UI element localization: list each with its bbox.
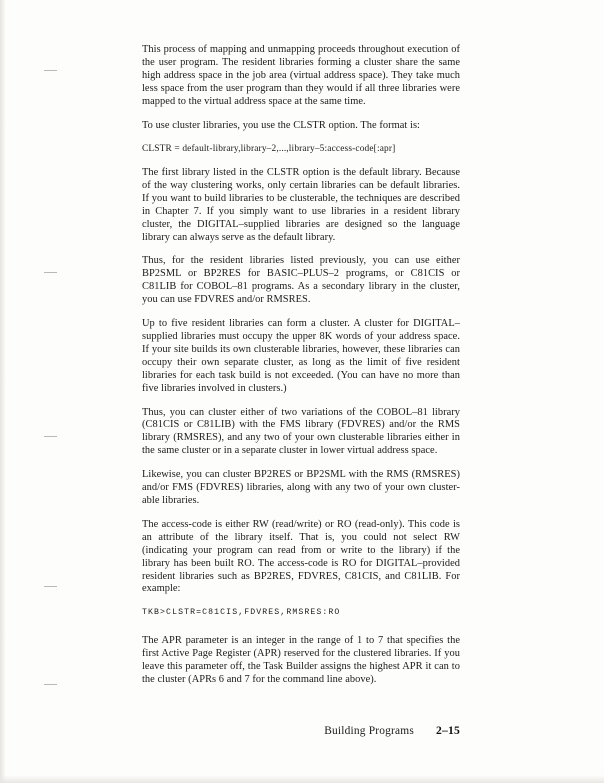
margin-tick (44, 70, 57, 71)
margin-tick-marks (0, 0, 142, 783)
footer-chapter-title: Building Programs (324, 725, 414, 737)
paragraph-4: Thus, for the resident libraries listed previously, you can use either BP2SML or BP2RES for BASIC–PLUS–2 programs, or C81CIS or C81LIB for COBOL–81 programs. As a secondary library in the cluster, you can use FDVRES and/or RMSRES. (142, 255, 460, 306)
paragraph-9: The APR parameter is an integer in the range of 1 to 7 that specifies the first Active Page Register (APR) reserved for the clustered libraries. If you leave this parameter off, the Task Builder assigns the highest APR it can to the cluster (APRs 6 and 7 for the command line above). (142, 635, 460, 686)
page-footer (142, 724, 460, 737)
page-body (142, 44, 460, 687)
clstr-format-line: CLSTR = default-library,library–2,...,library–5:access-code[:apr] (142, 144, 396, 155)
paragraph-1: This process of mapping and unmapping proceeds throughout execution of the user program. The resident libraries forming a cluster share the same high address space in the job area (virtual address space). They take much less space from the user program than they would if all three libraries were mapped to the virtual address space at the same time. (142, 44, 460, 107)
paragraph-7: Likewise, you can cluster BP2RES or BP2SML with the RMS (RMSRES) and/or FMS (FDVRES) libraries, along with any two of your own cluster-able libraries. (142, 469, 460, 506)
page-bottom-edge-shading (0, 775, 604, 783)
footer-page-number: 2–15 (436, 724, 460, 737)
margin-tick (44, 586, 57, 587)
page-left-edge-shading (0, 0, 6, 783)
paragraph-5: Up to five resident libraries can form a cluster. A cluster for DIGITAL– supplied libraries must occupy the upper 8K words of your address space. If your site builds its own clusterable libraries, however, these libraries can occupy their own separate cluster, as long as the limit of five resident libraries for each task build is not exceeded. (You can have no more than five libraries involved in clusters.) (142, 318, 460, 394)
margin-tick (44, 436, 57, 437)
paragraph-6: Thus, you can cluster either of two variations of the COBOL–81 library (C81CIS or C81LIB) with the FMS library (FDVRES) and/or the RMS library (RMSRES), and any two of your own clusterable libraries either in the same cluster or in a separate cluster in lower virtual address space. (142, 406, 460, 457)
paragraph-2: To use cluster libraries, you use the CLSTR option. The format is: (142, 119, 420, 131)
margin-tick (44, 684, 57, 685)
margin-tick (44, 272, 57, 273)
paragraph-3: The first library listed in the CLSTR option is the default library. Because of the way clustering works, only certain libraries can be default libraries. If you want to build libraries to be clusterable, the techniques are described in Chapter 7. If you simply want to use libraries in a resident library cluster, the DIGITAL–supplied libraries are designed so the language library can always serve as the default library. (142, 167, 460, 243)
paragraph-8: The access-code is either RW (read/write) or RO (read-only). This code is an attribute of the library itself. That is, you could not select RW (indicating your program can read from or write to the library) if the library has been built RO. The access-code is RO for DIGITAL–provided resident libraries such as BP2RES, FDVRES, C81CIS, and C81LIB. For example: (142, 518, 460, 595)
example-command-line: TKB>CLSTR=C81CIS,FDVRES,RMSRES:RO (142, 608, 341, 618)
